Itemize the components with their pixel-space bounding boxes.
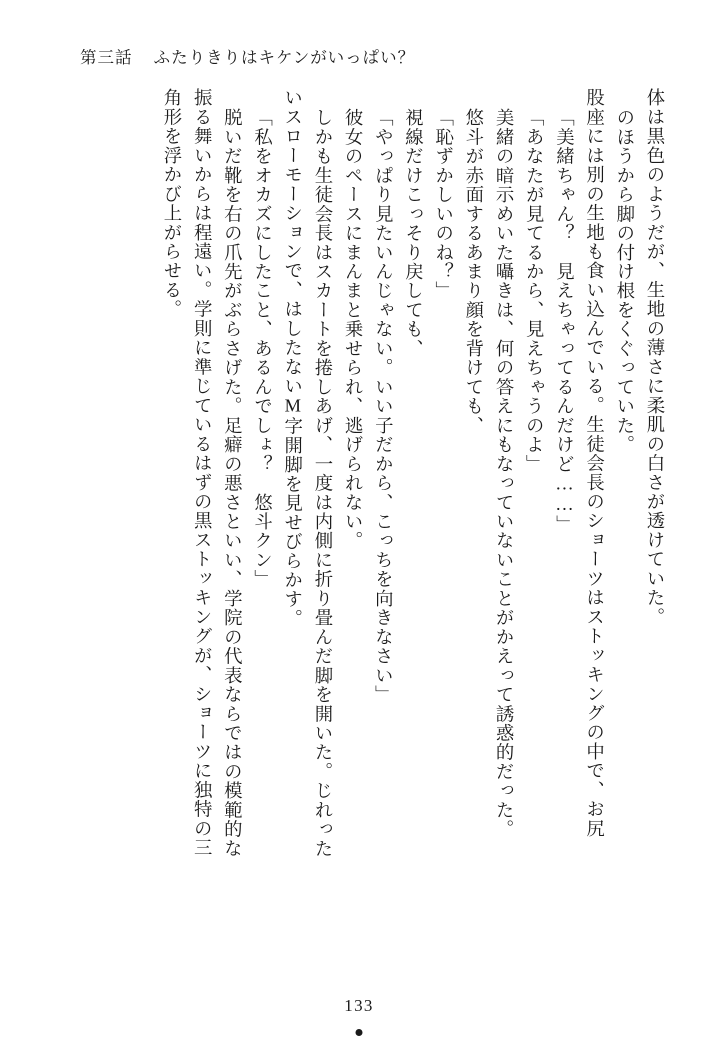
text-column: 「美緒ちゃん？ 見えちゃってるんだけど……」	[554, 108, 575, 535]
text-column: のほうから脚の付け根をくぐっていた。	[614, 108, 635, 455]
page-number: 133	[344, 996, 374, 1015]
page-ornament-dot	[356, 1029, 363, 1036]
chapter-title: ふたりきりはキケンがいっぱい？	[153, 48, 416, 67]
text-column: 視線だけこっそり戻しても、	[403, 108, 424, 358]
text-column: 「恥ずかしいのね？」	[433, 108, 454, 301]
text-column: 股座には別の生地も食い込んでいる。生徒会長のショーツはストッキングの中で、お尻	[584, 88, 605, 838]
text-column: 悠斗が赤面するあまり顔を背けても、	[463, 108, 484, 435]
text-column: しかも生徒会長はスカートを捲しあげ、一度は内側に折り畳んだ脚を開いた。じれった	[312, 108, 333, 858]
text-column: 「やっぱり見たいんじゃない。いい子だから、こっちを向きなさい」	[373, 108, 394, 705]
text-column: 体は黒色のようだが、生地の薄さに柔肌の白さが透けていた。	[645, 88, 665, 627]
text-column: 「私をオカズにしたこと、あるんでしょ？ 悠斗クン」	[252, 108, 273, 589]
text-column: 角形を浮かび上がらせる。	[162, 88, 182, 319]
running-head	[80, 44, 415, 68]
text-column: 脱いだ靴を右の爪先がぶらさげた。足癖の悪さといい、学院の代表ならではの模範的な	[222, 108, 243, 858]
text-column: 振る舞いからは程遠い。学則に準じているはずの黒ストッキングが、ショーツに独特の三	[192, 88, 213, 858]
text-column: いスローモーションで、はしたないM字開脚を見せびらかす。	[282, 88, 303, 628]
chapter-number: 第三話	[80, 48, 133, 67]
text-column: 「あなたが見てるから、見えちゃうのよ」	[524, 108, 545, 474]
text-column: 彼女のペースにまんまと乗せられ、逃げられない。	[343, 108, 364, 551]
vertical-text-body	[68, 88, 664, 988]
text-column: 美緒の暗示めいた囁きは、何の答えにもなっていないことがかえって誘惑的だった。	[494, 108, 515, 839]
